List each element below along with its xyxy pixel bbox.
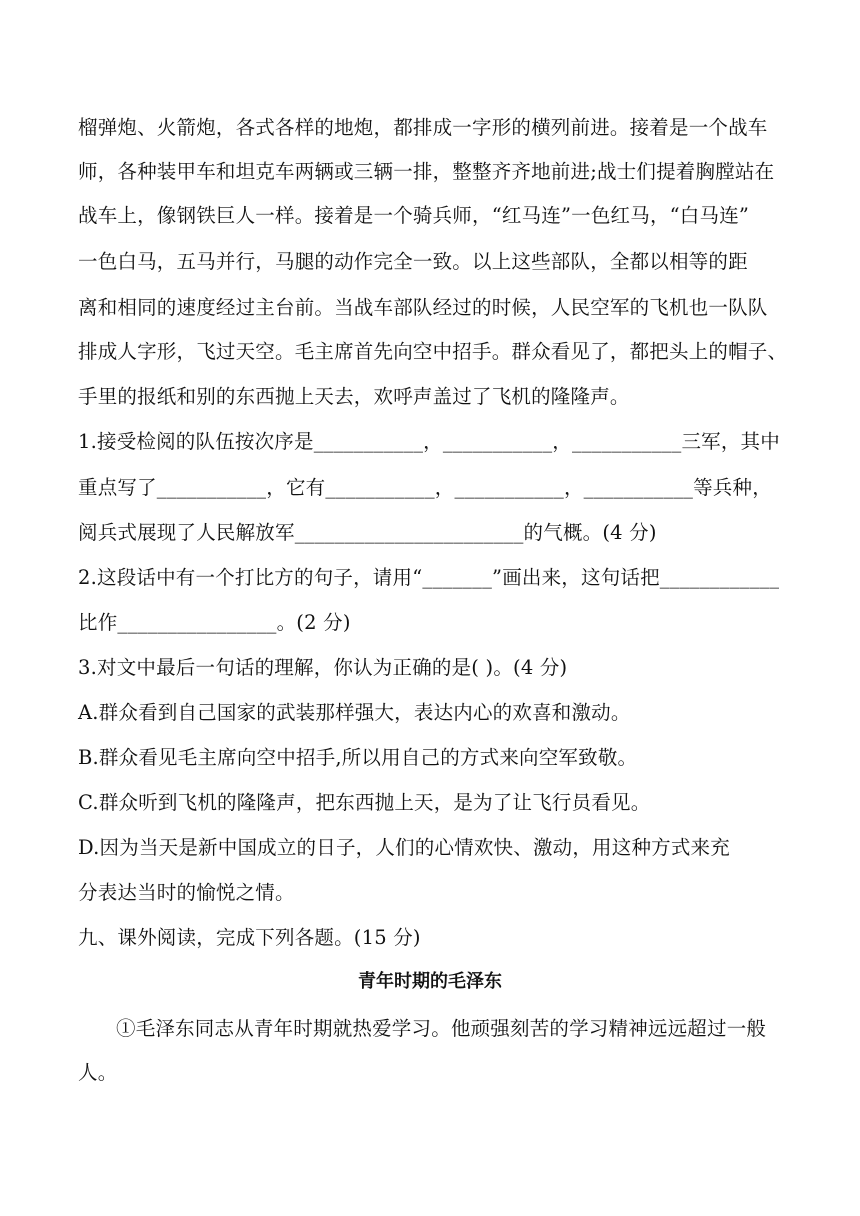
section-9-heading: 九、课外阅读，完成下列各题。(15 分) [78, 926, 421, 949]
passage-line-5: 离和相同的速度经过主台前。当战车部队经过的时候，人民空军的飞机也一队队 [78, 296, 768, 319]
question-3-option-d-line-1: D.因为当天是新中国成立的日子，人们的心情欢快、激动，用这种方式来充 [78, 836, 730, 859]
question-1-line-2: 重点写了___________，它有___________，___________，___________等兵种， [78, 476, 772, 499]
question-1-line-3: 阅兵式展现了人民解放军_______________________的气概。(4 分) [78, 521, 657, 544]
question-3-option-d-line-2: 分表达当时的愉悦之情。 [78, 881, 295, 904]
article-paragraph-1-line-1: ①毛泽东同志从青年时期就热爱学习。他顽强刻苦的学习精神远远超过一般 [116, 1017, 767, 1040]
passage-line-4: 一色白马，五马并行，马腿的动作完全一致。以上这些部队，全都以相等的距 [78, 250, 748, 273]
passage-line-3: 战车上，像钢铁巨人一样。接着是一个骑兵师，“红马连”一色红马，“白马连” [78, 204, 750, 227]
question-1-line-1: 1.接受检阅的队伍按次序是___________，___________，___________三军，其中 [78, 430, 780, 453]
passage-line-6: 排成人字形，飞过天空。毛主席首先向空中招手。群众看见了，都把头上的帽子、 [78, 340, 788, 363]
question-3-stem: 3.对文中最后一句话的理解，你认为正确的是( )。(4 分) [78, 656, 568, 679]
question-2-line-2: 比作________________。(2 分) [78, 611, 351, 634]
passage-line-1: 榴弹炮、火箭炮，各式各样的地炮，都排成一字形的横列前进。接着是一个战车 [78, 116, 768, 139]
article-paragraph-1-line-2: 人。 [78, 1061, 118, 1084]
question-3-option-a: A.群众看到自己国家的武装那样强大，表达内心的欢喜和激动。 [78, 701, 631, 724]
article-title: 青年时期的毛泽东 [358, 971, 502, 992]
passage-line-2: 师，各种装甲车和坦克车两辆或三辆一排，整整齐齐地前进;战士们提着胸膛站在 [78, 160, 775, 183]
question-2-line-1: 2.这段话中有一个打比方的句子，请用“_______”画出来，这句话把____________ [78, 566, 780, 589]
question-3-option-c: C.群众听到飞机的隆隆声，把东西抛上天，是为了让飞行员看见。 [78, 791, 651, 814]
passage-line-7: 手里的报纸和别的东西抛上天去，欢呼声盖过了飞机的隆隆声。 [78, 385, 630, 408]
question-3-option-b: B.群众看见毛主席向空中招手,所以用自己的方式来向空军致敬。 [78, 746, 638, 769]
